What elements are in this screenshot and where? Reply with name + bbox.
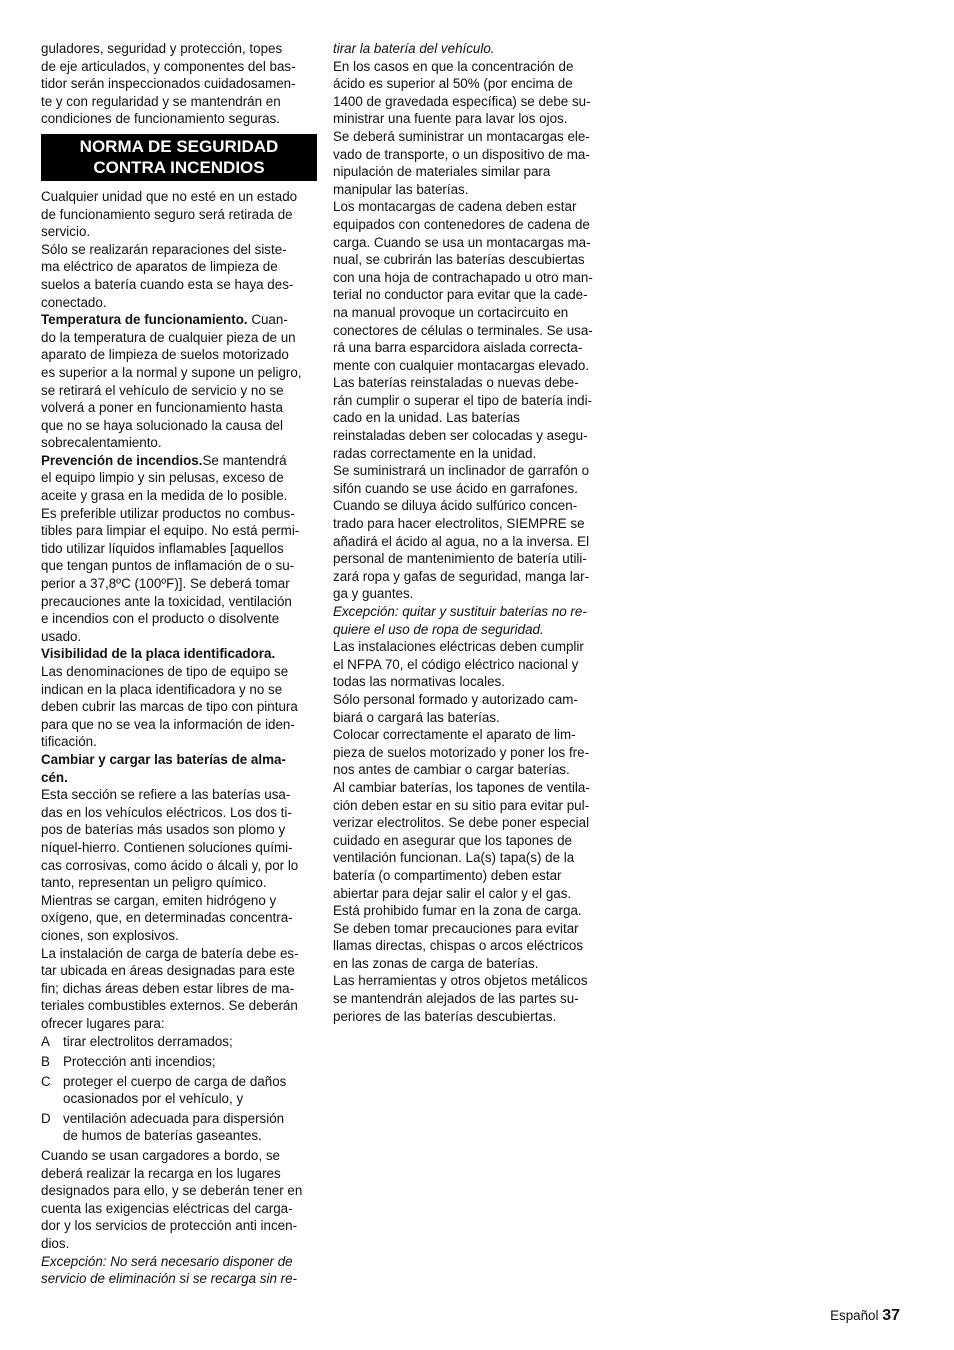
reinstalled-batteries-paragraph: Las baterías reinstaladas o nuevas debe- rán cumplir o superar el tipo de batería indi- cado en la unidad. Las baterías reinstaladas deben ser colocadas y asegu- radas correctamente en la unidad. [333, 375, 593, 461]
list-item-key: D [41, 1110, 51, 1126]
intro-text: guladores, seguridad y protección, topes de eje articulados, y componentes del bas- tidor serán inspeccionados cuidadosamen- te y con regularidad y se mantendrán en condiciones de funcionamiento seguras. [41, 41, 296, 127]
charging-installation-paragraph: La instalación de carga de batería debe es- tar ubicada en áreas designadas para este fin; dichas áreas deben estar libres de ma- teriales combustibles externos. Se deberán ofrecer lugares para: [41, 945, 299, 1031]
metal-tools-paragraph: Las herramientas y otros objetos metálicos se mantendrán alejados de las partes su- periores de las baterías descubiertas. [333, 973, 588, 1024]
electrical-installations-paragraph: Las instalaciones eléctricas deben cumplir el NFPA 70, el código eléctrico nacional y todas las normativas locales. [333, 639, 584, 690]
section-heading: NORMA DE SEGURIDAD CONTRA INCENDIOS [41, 134, 317, 181]
fire-prevention-body: el equipo limpio y sin pelusas, exceso de aceite y grasa en la medida de lo posible. Es preferible utilizar productos no combus- tibles para limpiar el equipo. No está permi- tido utilizar líquidos inflamables [aquellos que tengan puntos de inflamación de o su- perior a 37,8ºC (100ºF)]. Se deberá tomar precauciones ante la toxicidad, ventilación e incendios con el producto o disolvente usado. [41, 470, 300, 644]
page-footer [830, 1307, 900, 1325]
exception-note-continued: tirar la batería del vehículo. [333, 41, 495, 56]
list-item [41, 1053, 317, 1071]
no-smoking-paragraph: Está prohibido fumar en la zona de carga. Se deben tomar precauciones para evitar llamas directas, chispas o arcos eléctricos en las zonas de carga de baterías. [333, 903, 584, 971]
electrical-repair-paragraph: Sólo se realizarán reparaciones del siste- ma eléctrico de aparatos de limpieza de suelos a batería cuando esta se haya des- conectado. [41, 241, 294, 310]
fire-prevention-title: Prevención de incendios. [41, 452, 203, 468]
list-item [41, 1033, 317, 1051]
list-item-key: B [41, 1054, 50, 1070]
battery-types-paragraph: Esta sección se refiere a las baterías usa- das en los vehículos eléctricos. Los dos ti- pos de baterías más usados son plomo y níquel-hierro. Contienen soluciones quími- cas corrosivas, como ácido o álcali y, por lo tanto, representan un peligro químico. Mientras se cargan, emiten hidrógeno y oxígeno, que, en determinadas concentra- ciones, son explosivos. [41, 787, 299, 943]
carboy-siphon-paragraph: Se suministrará un inclinador de garrafón o sifón cuando se use ácido en garrafones. [333, 463, 590, 496]
list-item-text: ventilación adecuada para dispersión de humos de baterías gaseantes. [63, 1110, 285, 1144]
right-column [333, 40, 609, 1025]
left-column [41, 40, 317, 1288]
exception-note: Excepción: No será necesario disponer de servicio de eliminación si se recarga sin re- [41, 1253, 298, 1287]
onboard-chargers-paragraph: Cuando se usan cargadores a bordo, se deberá realizar la recarga en los lugares designados para ello, y se deberán tener en cuenta las exigencias eléctricas del carga- dor y los servicios de protección anti incen- dios. [41, 1148, 303, 1251]
brakes-paragraph: Colocar correctamente el aparato de lim- pieza de suelos motorizado y poner los fre- nos antes de cambiar o cargar baterías. [333, 727, 590, 778]
list-item [41, 1073, 317, 1108]
list-item-text: Protección anti incendios; [63, 1054, 216, 1070]
page-number: 37 [882, 1307, 900, 1324]
list-item-text: proteger el cuerpo de carga de daños ocasionados por el vehículo, y [63, 1073, 287, 1107]
list-item-text: tirar electrolitos derramados; [63, 1034, 233, 1050]
footer-language: Español [830, 1308, 879, 1323]
operating-temperature-lead: Cuan- [247, 312, 288, 328]
nameplate-paragraph [41, 645, 317, 751]
operating-temperature-body: do la temperatura de cualquier pieza de un aparato de limpieza de suelos motorizado es superior a la normal y supone un peligro, se retirará el vehículo de servicio y no se volverá a poner en funcionamiento hasta que no se haya solucionado la causa del sobrecalentamiento. [41, 329, 302, 451]
protective-clothing-exception: Excepción: quitar y sustituir baterías no re- quiere el uso de ropa de seguridad. [333, 604, 587, 637]
list-item [41, 1110, 317, 1145]
nameplate-body: Las denominaciones de tipo de equipo se indican en la placa identificadora y no se deben cubrir las marcas de tipo con pintura para que no se vea la información de iden- tificación. [41, 664, 298, 750]
list-item-key: C [41, 1073, 51, 1089]
unsafe-unit-paragraph: Cualquier unidad que no esté en un estado de funcionamiento seguro será retirada de servicio. [41, 188, 298, 240]
requirements-list [41, 1033, 317, 1145]
forklift-paragraph: Se deberá suministrar un montacargas ele- vado de transporte, o un dispositivo de ma- nipulación de materiales similar para manipular las baterías. [333, 128, 590, 197]
fire-prevention-paragraph [41, 452, 317, 646]
chain-hoist-paragraph: Los montacargas de cadena deben estar equipados con contenedores de cadena de carga. Cuando se usa un montacargas ma- nual, se cubrirán las baterías descubiertas con una hoja de contrachapado u otro man- terial no conductor para evitar que la cade- na manual provoque un cortacircuito en conectores de células o terminales. Se usa- rá una barra esparcidora aislada correcta- mente con cualquier montacargas elevado. [333, 199, 593, 373]
nameplate-title: Visibilidad de la placa identificadora. [41, 646, 276, 662]
operating-temperature-paragraph [41, 311, 317, 452]
acid-dilution-paragraph: Cuando se diluya ácido sulfúrico concen- trado para hacer electrolitos, SIEMPRE se añadirá el ácido al agua, no a la inversa. El personal de mantenimiento de batería utili- zará ropa y gafas de seguridad, manga lar- ga y guantes. [333, 498, 590, 602]
authorized-personnel-paragraph: Sólo personal formado y autorizado cam- biará o cargará las baterías. [333, 691, 578, 725]
list-item-key: A [41, 1034, 50, 1050]
vent-caps-paragraph: Al cambiar baterías, los tapones de ventila- ción deben estar en su sitio para evitar pul- verizar electrolitos. Se debe poner especial cuidado en asegurar que los tapones de ventilación funcionan. La(s) tapa(s) de la batería (o compartimento) deben estar abiertar para dejar salir el calor y el gas. [333, 779, 590, 901]
battery-section-title: Cambiar y cargar las baterías de alma- cén. [41, 751, 286, 785]
eyewash-paragraph: En los casos en que la concentración de ácido es superior al 50% (por encima de 1400 de gravedada específica) se debe su- ministrar una fuente para lavar los ojos. [333, 58, 591, 127]
operating-temperature-title: Temperatura de funcionamiento. [41, 312, 248, 328]
fire-prevention-lead: Se mantendrá [202, 452, 287, 468]
